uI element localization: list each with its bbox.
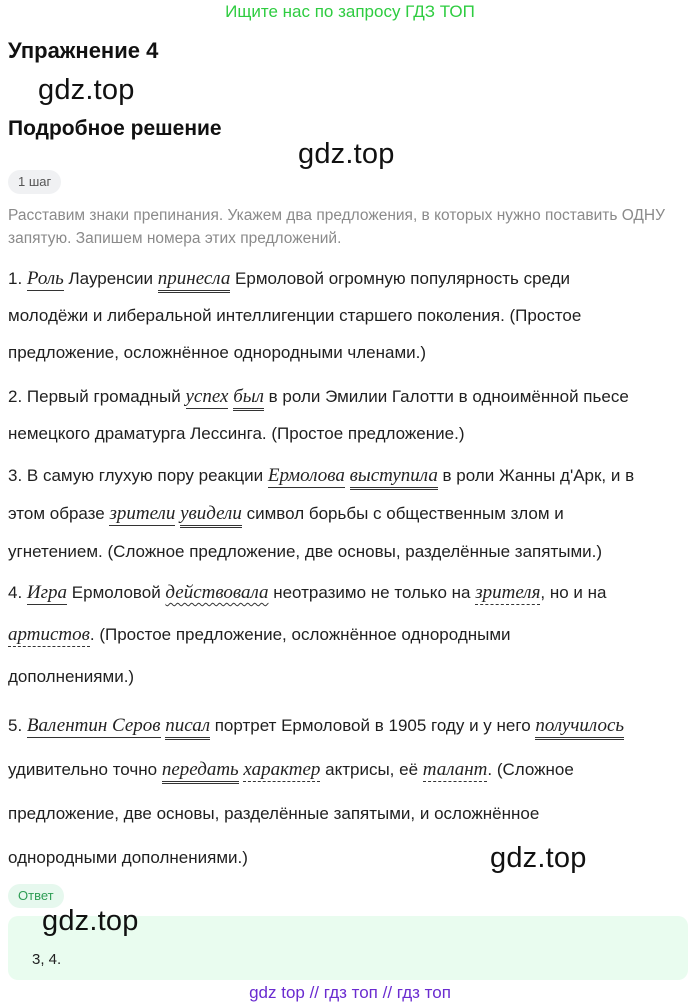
text: 3. В самую глухую пору реакции <box>8 466 268 485</box>
subject: Роль <box>26 268 64 289</box>
intro-text: Расставим знаки препинания. Укажем два предложения, в которых нужно поставить ОДНУ запятую. Запишем номера этих предложений. <box>8 207 665 247</box>
text: угнетением. (Сложное предложение, две основы, разделённые запятыми.) <box>8 542 603 561</box>
footer-links[interactable]: gdz top // гдз топ // гдз топ <box>249 983 451 1002</box>
predicate: был <box>233 386 264 411</box>
subject: Валентин Серов <box>26 715 161 736</box>
list-item <box>8 457 694 571</box>
text: Ермоловой огромную популярность среди <box>230 269 571 288</box>
object: талант <box>422 759 488 780</box>
subject: Игра <box>26 582 68 603</box>
text: молодёжи и либеральной интеллигенции старшего поколения. (Простое <box>8 306 582 325</box>
predicate: передать <box>162 759 239 784</box>
text: 5. <box>8 716 27 735</box>
object: зрителя <box>475 582 541 603</box>
object: артистов <box>8 624 90 645</box>
predicate: писал <box>165 715 210 740</box>
text: дополнениями.) <box>8 667 135 686</box>
text: , но и на <box>540 583 607 602</box>
predicate: увидели <box>180 503 242 528</box>
text: этом образе <box>8 504 110 523</box>
text: неотразимо не только на <box>268 583 476 602</box>
exercise-title: Упражнение 4 <box>8 38 159 63</box>
watermark: gdz.top <box>298 138 395 170</box>
answer-badge: Ответ <box>8 884 64 908</box>
text: Ермоловой <box>67 583 166 602</box>
search-hint-banner[interactable]: Ищите нас по запросу ГДЗ ТОП <box>225 2 475 21</box>
watermark: gdz.top <box>42 905 139 937</box>
text: Лауренсии <box>63 269 158 288</box>
text: немецкого драматурга Лессинга. (Простое предложение.) <box>8 424 465 443</box>
text: предложение, две основы, разделённые запятыми, и осложнённое <box>8 804 540 823</box>
list-item <box>8 378 694 452</box>
subject: Ермолова <box>267 465 345 486</box>
text: . (Простое предложение, осложнённое однородными <box>89 625 511 644</box>
object: характер <box>243 759 321 780</box>
text: удивительно точно <box>8 760 162 779</box>
predicate: получилось <box>535 715 624 740</box>
list-item <box>8 704 694 880</box>
watermark: gdz.top <box>38 74 135 106</box>
predicate: действовала <box>165 582 269 603</box>
text: предложение, осложнённое однородными членами.) <box>8 343 427 362</box>
subject: успех <box>185 386 229 407</box>
text: 2. Первый громадный <box>8 387 186 406</box>
solution-heading: Подробное решение <box>8 117 222 140</box>
list-item <box>8 572 694 698</box>
subject: зрители <box>109 503 176 524</box>
text: . (Сложное <box>487 760 574 779</box>
watermark: gdz.top <box>490 842 587 874</box>
text: символ борьбы с общественным злом и <box>241 504 564 523</box>
text: однородными дополнениями.) <box>8 848 248 867</box>
item-number: 1. <box>8 269 27 288</box>
text: актрисы, её <box>320 760 423 779</box>
list-item <box>8 260 694 371</box>
text: в роли Эмилии Галотти в одноимённой пьесе <box>263 387 629 406</box>
text: 4. <box>8 583 27 602</box>
text: портрет Ермоловой в 1905 году и у него <box>209 716 536 735</box>
text: в роли Жанны д'Арк, и в <box>437 466 635 485</box>
answer-value: 3, 4. <box>32 951 62 968</box>
step-badge: 1 шаг <box>8 170 61 194</box>
predicate: выступила <box>350 465 438 490</box>
predicate: принесла <box>158 268 231 293</box>
